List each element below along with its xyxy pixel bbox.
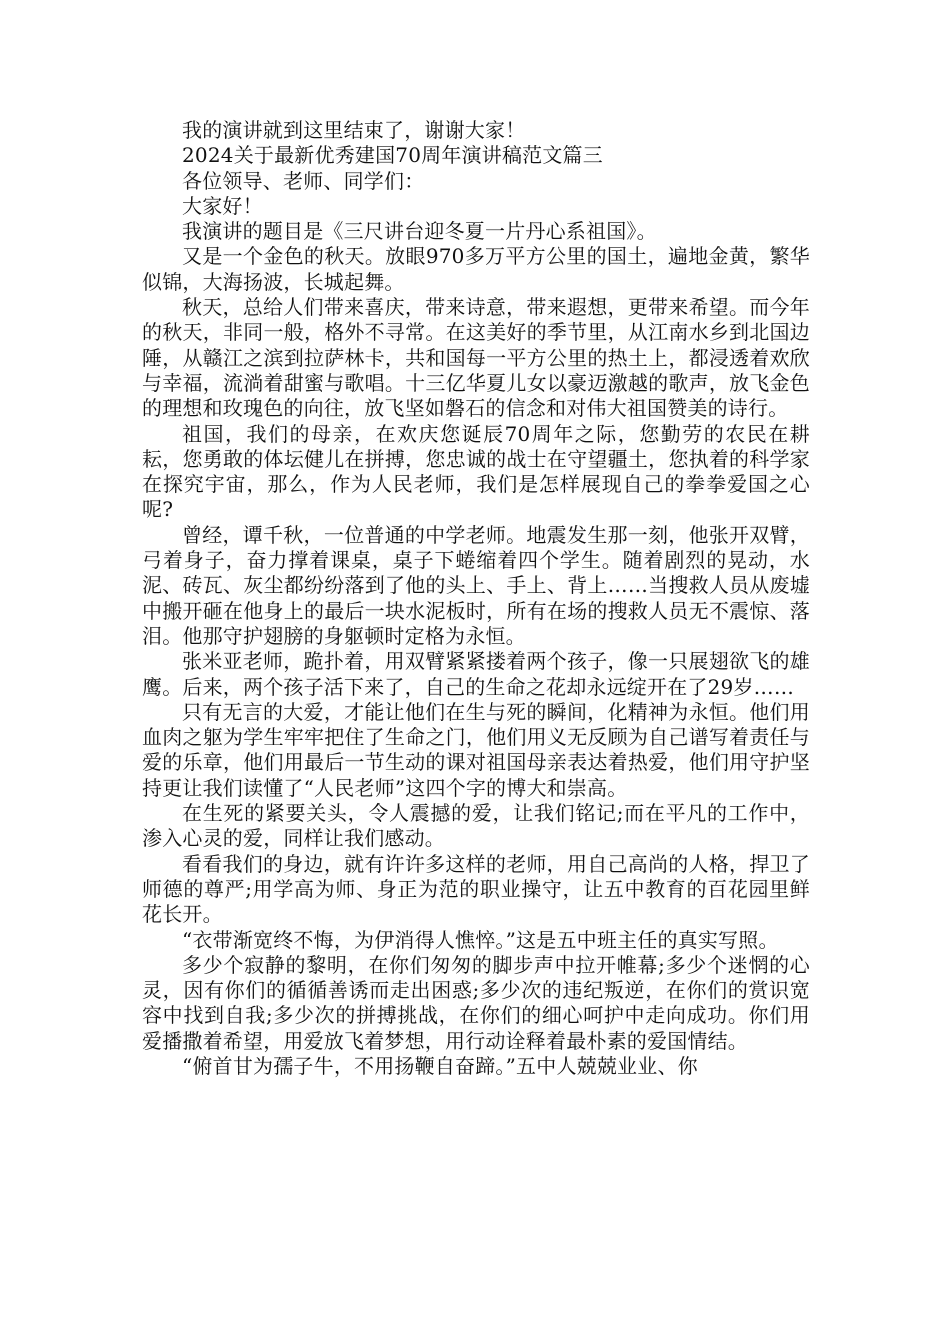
salutation: 各位领导、老师、同学们： xyxy=(182,168,425,193)
document-page xyxy=(142,118,810,1079)
greeting: 大家好！ xyxy=(182,193,263,218)
speech-topic: 我演讲的题目是《三尺讲台迎冬夏一片丹心系祖国》。 xyxy=(182,219,657,244)
paragraph: 又是一个金色的秋天。放眼970多万平方公里的国土，遍地金黄，繁华似锦，大海扬波，长城起舞。 xyxy=(142,244,810,294)
paragraph: 张米亚老师，跪扑着，用双臂紧紧搂着两个孩子，像一只展翅欲飞的雄鹰。后来，两个孩子活下来了，自己的生命之花却永远绽开在了29岁…… xyxy=(142,649,810,699)
paragraph: “衣带渐宽终不悔，为伊消得人憔悴。”这是五中班主任的真实写照。 xyxy=(182,927,779,952)
paragraph: 多少个寂静的黎明，在你们匆匆的脚步声中拉开帷幕;多少个迷惘的心灵，因有你们的循循善诱而走出困惑;多少次的违纪叛逆，在你们的赏识宽容中找到自我;多少次的拼搏挑战，在你们的细心呵护中走向成功。你们用爱播撒着希望，用爱放飞着梦想，用行动诠释着最朴素的爱国情结。 xyxy=(142,952,810,1053)
paragraph: 秋天，总给人们带来喜庆，带来诗意，带来遐想，更带来希望。而今年的秋天，非同一般，格外不寻常。在这美好的季节里，从江南水乡到北国边陲，从赣江之滨到拉萨林卡，共和国每一平方公里的热土上，都浸透着欢欣与幸福，流淌着甜蜜与歌唱。十三亿华夏儿女以豪迈激越的歌声，放飞金色的理想和玫瑰色的向往，放飞坚如磐石的信念和对伟大祖国赞美的诗行。 xyxy=(142,295,810,421)
closing-line: 我的演讲就到这里结束了，谢谢大家！ xyxy=(182,118,526,142)
paragraph: 曾经，谭千秋，一位普通的中学老师。地震发生那一刻，他张开双臂，弓着身子，奋力撑着课桌，桌子下蜷缩着四个学生。随着剧烈的晃动，水泥、砖瓦、灰尘都纷纷落到了他的头上、手上、背上……当搜救人员从废墟中搬开砸在他身上的最后一块水泥板时，所有在场的搜救人员无不震惊、落泪。他那守护翅膀的身躯顿时定格为永恒。 xyxy=(142,522,810,648)
paragraph: 只有无言的大爱，才能让他们在生与死的瞬间，化精神为永恒。他们用血肉之躯为学生牢牢把住了生命之门，他们用义无反顾为自己谱写着责任与爱的乐章，他们用最后一节生动的课对祖国母亲表达着热爱，他们用守护坚持更让我们读懂了“人民老师”这四个字的博大和崇高。 xyxy=(142,699,810,800)
section-title: 2024关于最新优秀建国70周年演讲稿范文篇三 xyxy=(182,143,603,168)
paragraph: 看看我们的身边，就有许许多这样的老师，用自己高尚的人格，捍卫了师德的尊严;用学高为师、身正为范的职业操守，让五中教育的百花园里鲜花长开。 xyxy=(142,851,810,927)
paragraph: 在生死的紧要关头，令人震撼的爱，让我们铭记;而在平凡的工作中，渗入心灵的爱，同样让我们感动。 xyxy=(142,801,810,851)
paragraph: “俯首甘为孺子牛，不用扬鞭自奋蹄。”五中人兢兢业业、你 xyxy=(182,1053,698,1078)
paragraph: 祖国，我们的母亲，在欢庆您诞辰70周年之际，您勤劳的农民在耕耘，您勇敢的体坛健儿在拼搏，您忠诚的战士在守望疆土，您执着的科学家在探究宇宙，那么，作为人民老师，我们是怎样展现自己的拳拳爱国之心呢? xyxy=(142,421,810,522)
